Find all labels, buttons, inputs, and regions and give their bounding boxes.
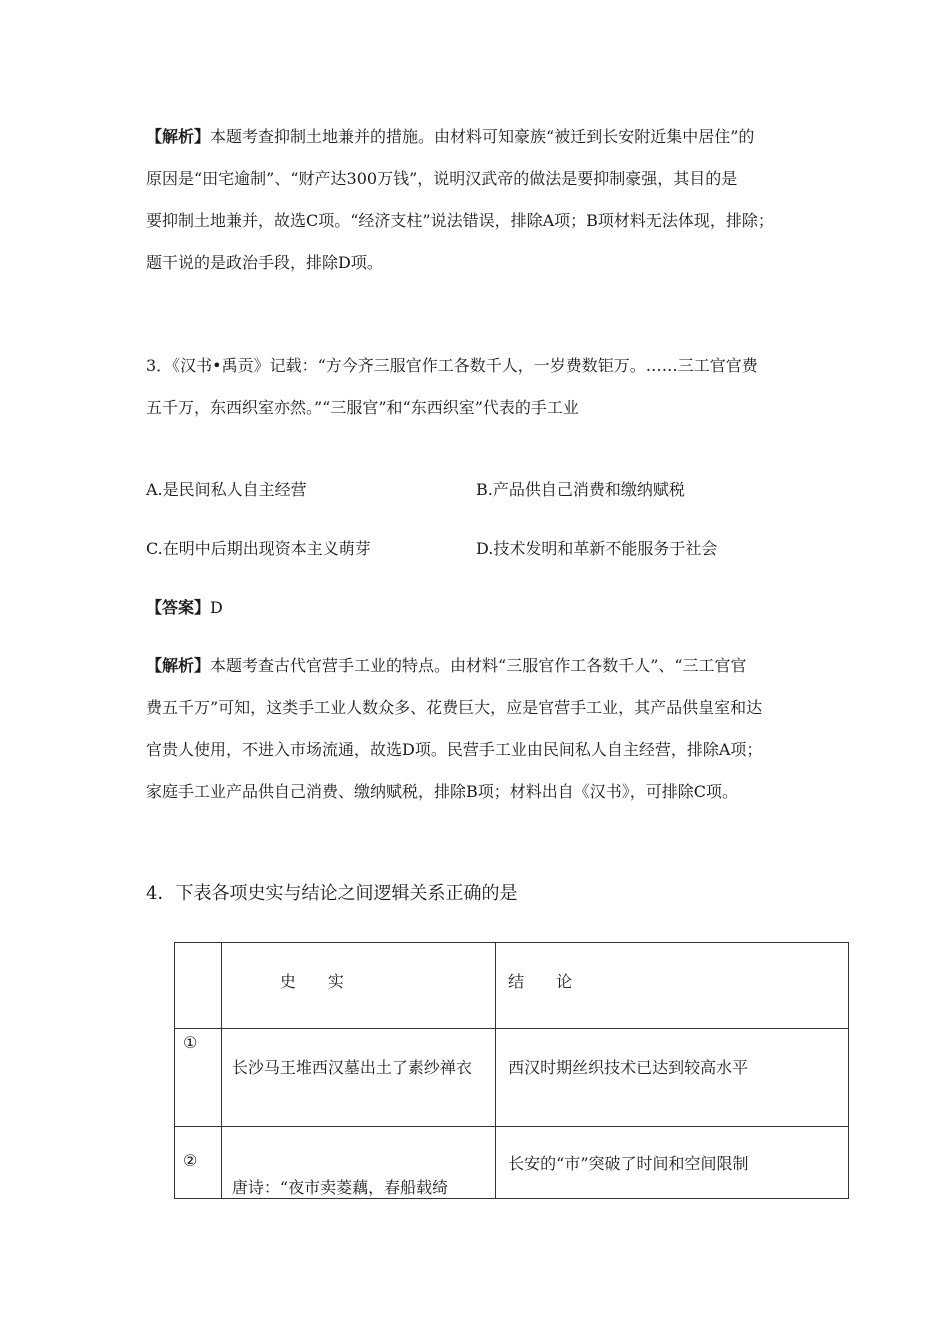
header-fact-cell [221,943,495,1029]
row-fact: 唐诗：“夜市卖菱藕，春船载绮 [231,1178,449,1197]
question-3-stem-line-1: 3．《汉书•禹贡》记载：“方今齐三服官作工各数千人，一岁费数钜万。……三工官官费 [146,356,758,375]
table-header-row [175,943,849,1029]
analysis-text: 本题考查抑制土地兼并的措施。由材料可知豪族“被迁到长安附近集中居住”的 [210,127,755,146]
question-4-stem: 4．下表各项史实与结论之间逻辑关系正确的是 [146,883,518,904]
row-fact-cell [221,1029,495,1127]
table-row [175,1127,849,1199]
row-conclusion: 长安的“市”突破了时间和空间限制 [508,1154,749,1173]
answer-line [146,598,223,618]
row-num: ① [183,1033,198,1052]
analysis-3-line-4: 家庭手工业产品供自己消费、缴纳赋税，排除B项；材料出自《汉书》，可排除C项。 [146,782,739,801]
option-d: D.技术发明和革新不能服务于社会 [476,539,718,558]
header-conclusion-cell [496,943,849,1029]
answer-value: D [210,598,223,617]
row-conclusion-cell [496,1127,849,1199]
row-conclusion: 西汉时期丝织技术已达到较高水平 [508,1058,749,1077]
analysis-2-line-4: 题干说的是政治手段，排除D项。 [146,253,383,272]
analysis-2-line-3: 要抑制土地兼并，故选C项。“经济支柱”说法错误，排除A项；B项材料无法体现，排除； [146,211,774,230]
question-3-stem-line-2: 五千万，东西织室亦然。”“三服官”和“东西织室”代表的手工业 [146,398,579,417]
header-fact: 史 实 [279,972,344,991]
analysis-tag: 【解析】 [146,127,211,146]
header-num-cell [175,943,222,1029]
analysis-tag: 【解析】 [146,656,211,675]
row-conclusion-cell [496,1029,849,1127]
table-row [175,1029,849,1127]
row-fact-cell [221,1127,495,1199]
row-num: ② [183,1151,198,1170]
facts-table [174,942,849,1199]
option-a: A.是民间私人自主经营 [146,480,307,499]
analysis-2-line-1 [146,127,754,147]
analysis-text: 本题考查古代官营手工业的特点。由材料“三服官作工各数千人”、“三工官官 [210,656,747,675]
answer-tag: 【答案】 [146,598,211,617]
row-num-cell [175,1029,222,1127]
analysis-2-line-2: 原因是“田宅逾制”、“财产达300万钱”，说明汉武帝的做法是要抑制豪强，其目的是 [146,169,738,188]
row-num-cell [175,1127,222,1199]
option-c: C.在明中后期出现资本主义萌芽 [146,539,371,558]
option-b: B.产品供自己消费和缴纳赋税 [476,480,685,499]
analysis-3-line-3: 官贵人使用，不进入市场流通，故选D项。民营手工业由民间私人自主经营，排除A项； [146,740,763,759]
row-fact: 长沙马王堆西汉墓出土了素纱禅衣 [231,1058,472,1077]
header-conclusion: 结 论 [508,972,573,991]
analysis-3-line-1 [146,656,747,676]
analysis-3-line-2: 费五千万”可知，这类手工业人数众多、花费巨大，应是官营手工业，其产品供皇室和达 [146,698,763,717]
